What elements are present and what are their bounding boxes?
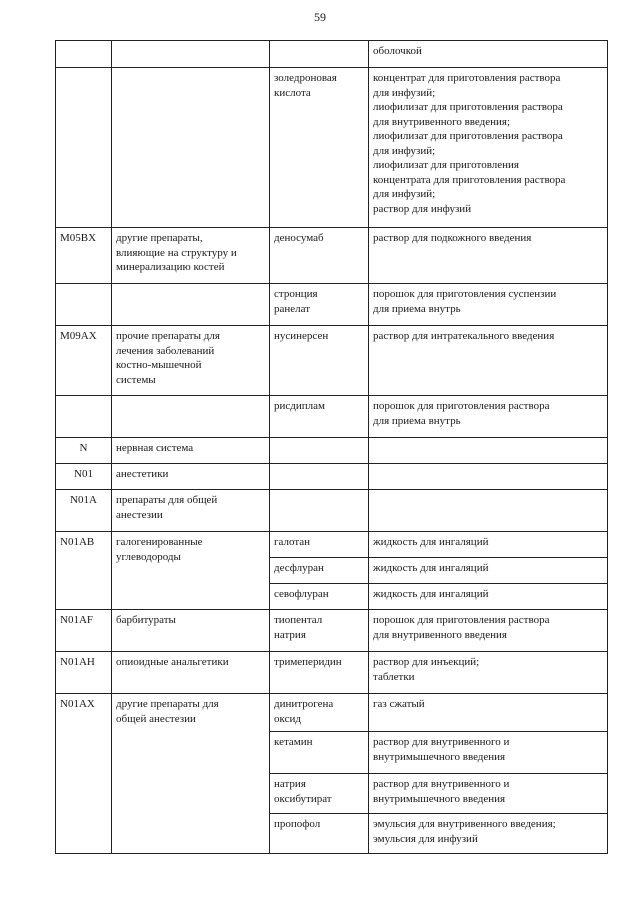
- dosage-form-cell: газ сжатый: [369, 694, 608, 732]
- table-row: [56, 490, 608, 532]
- group-name-cell: [112, 396, 270, 438]
- atc-code-cell: M05BX: [56, 228, 112, 284]
- atc-code-cell: N01AX: [56, 694, 112, 854]
- drug-name-cell: галотан: [270, 532, 369, 558]
- table-row: [56, 326, 608, 396]
- drug-name-cell: [270, 490, 369, 532]
- group-name-cell: барбитураты: [112, 610, 270, 652]
- dosage-form-cell: порошок для приготовления суспензии для приема внутрь: [369, 284, 608, 326]
- atc-code-cell: N01: [56, 464, 112, 490]
- drug-name-cell: рисдиплам: [270, 396, 369, 438]
- group-name-cell: галогенированные углеводороды: [112, 532, 270, 610]
- group-name-cell: [112, 68, 270, 228]
- table-row: [56, 610, 608, 652]
- atc-code-cell: M09AX: [56, 326, 112, 396]
- drug-classification-table: [55, 40, 608, 854]
- atc-code-cell: N: [56, 438, 112, 464]
- table-row: [56, 464, 608, 490]
- dosage-form-cell: [369, 464, 608, 490]
- atc-code-cell: N01A: [56, 490, 112, 532]
- group-name-cell: [112, 284, 270, 326]
- drug-name-cell: тримеперидин: [270, 652, 369, 694]
- dosage-form-cell: раствор для внутривенного и внутримышечного введения: [369, 774, 608, 814]
- dosage-form-cell: порошок для приготовления раствора для приема внутрь: [369, 396, 608, 438]
- dosage-form-cell: жидкость для ингаляций: [369, 584, 608, 610]
- group-name-cell: другие препараты, влияющие на структуру и минерализацию костей: [112, 228, 270, 284]
- table-row: [56, 532, 608, 558]
- drug-name-cell: пропофол: [270, 814, 369, 854]
- table-row: [56, 68, 608, 228]
- drug-name-cell: [270, 41, 369, 68]
- table-row: [56, 652, 608, 694]
- drug-name-cell: севофлуран: [270, 584, 369, 610]
- dosage-form-cell: раствор для внутривенного и внутримышечного введения: [369, 732, 608, 774]
- group-name-cell: нервная система: [112, 438, 270, 464]
- dosage-form-cell: концентрат для приготовления раствора для инфузий; лиофилизат для приготовления раствора для внутривенного введения; лиофилизат для приготовления раствора для инфузий; лиофилизат для приготовления концентрата для приготовления раствора для инфузий; раствор для инфузий: [369, 68, 608, 228]
- drug-name-cell: нусинерсен: [270, 326, 369, 396]
- group-name-cell: препараты для общей анестезии: [112, 490, 270, 532]
- page-number: 59: [314, 10, 326, 24]
- atc-code-cell: [56, 284, 112, 326]
- atc-code-cell: N01AF: [56, 610, 112, 652]
- atc-code-cell: N01AB: [56, 532, 112, 610]
- drug-name-cell: [270, 464, 369, 490]
- dosage-form-cell: порошок для приготовления раствора для внутривенного введения: [369, 610, 608, 652]
- dosage-form-cell: оболочкой: [369, 41, 608, 68]
- group-name-cell: другие препараты для общей анестезии: [112, 694, 270, 854]
- drug-name-cell: стронция ранелат: [270, 284, 369, 326]
- drug-name-cell: золедроновая кислота: [270, 68, 369, 228]
- dosage-form-cell: жидкость для ингаляций: [369, 532, 608, 558]
- atc-code-cell: [56, 68, 112, 228]
- dosage-form-cell: [369, 490, 608, 532]
- drug-name-cell: [270, 438, 369, 464]
- table-row: [56, 438, 608, 464]
- group-name-cell: опиоидные анальгетики: [112, 652, 270, 694]
- table-row: [56, 228, 608, 284]
- table-row: [56, 694, 608, 732]
- group-name-cell: [112, 41, 270, 68]
- dosage-form-cell: раствор для инъекций; таблетки: [369, 652, 608, 694]
- dosage-form-cell: раствор для подкожного введения: [369, 228, 608, 284]
- group-name-cell: прочие препараты для лечения заболеваний костно-мышечной системы: [112, 326, 270, 396]
- dosage-form-cell: [369, 438, 608, 464]
- drug-name-cell: десфлуран: [270, 558, 369, 584]
- dosage-form-cell: эмульсия для внутривенного введения; эмульсия для инфузий: [369, 814, 608, 854]
- drug-name-cell: динитрогена оксид: [270, 694, 369, 732]
- drug-name-cell: кетамин: [270, 732, 369, 774]
- table-row: [56, 284, 608, 326]
- dosage-form-cell: раствор для интратекального введения: [369, 326, 608, 396]
- atc-code-cell: [56, 396, 112, 438]
- atc-code-cell: [56, 41, 112, 68]
- drug-name-cell: натрия оксибутират: [270, 774, 369, 814]
- dosage-form-cell: жидкость для ингаляций: [369, 558, 608, 584]
- drug-name-cell: деносумаб: [270, 228, 369, 284]
- drug-name-cell: тиопентал натрия: [270, 610, 369, 652]
- group-name-cell: анестетики: [112, 464, 270, 490]
- table-row: [56, 396, 608, 438]
- table-row: [56, 41, 608, 68]
- atc-code-cell: N01AH: [56, 652, 112, 694]
